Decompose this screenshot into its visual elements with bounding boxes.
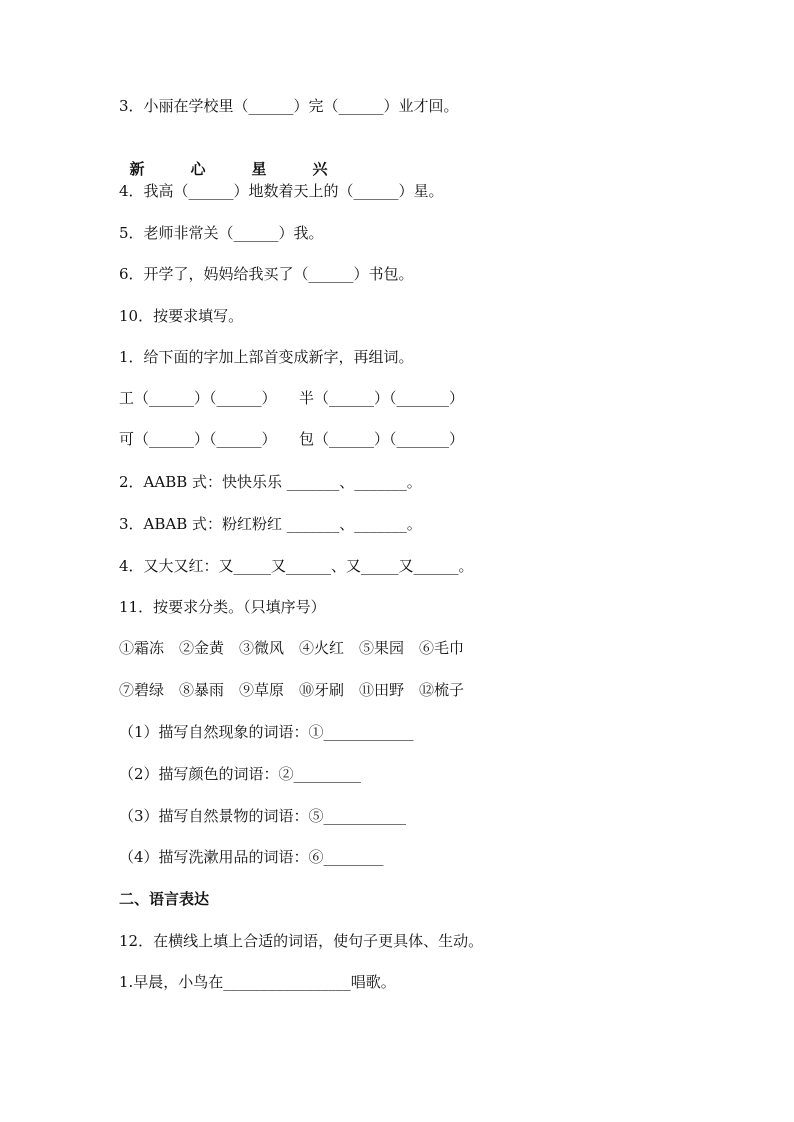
- q12-1-line: 1.早晨，小鸟在_________________唱歌。: [119, 973, 396, 991]
- word-bank-item: 星: [251, 160, 267, 178]
- q12-heading: 12．在横线上填上合适的词语，使句子更具体、生动。: [119, 932, 484, 950]
- q11-4-line: （4）描写洗漱用品的词语：⑥________: [119, 848, 384, 866]
- q10-heading: 10．按要求填写。: [119, 307, 244, 325]
- q10-2-line: 2．AABB 式：快快乐乐 _______、_______。: [119, 473, 422, 491]
- q11-3-line: （3）描写自然景物的词语：⑤___________: [119, 807, 407, 825]
- section-2-heading: 二、语言表达: [119, 890, 210, 908]
- q4-line: 4．我高（______）地数着天上的（______）星。: [119, 182, 444, 200]
- q6-line: 6．开学了，妈妈给我买了（______）书包。: [119, 265, 414, 283]
- word-bank-item: 心: [190, 160, 206, 178]
- q11-1-line: （1）描写自然现象的词语：①____________: [119, 723, 414, 741]
- q11-2-line: （2）描写颜色的词语：②_________: [119, 765, 362, 783]
- q5-line: 5．老师非常关（______）我。: [119, 224, 324, 242]
- q10-3-line: 3．ABAB 式：粉红粉红 _______、_______。: [119, 515, 422, 533]
- ke-row: 可（______）（______） 包（______）（_______）: [119, 430, 465, 448]
- q10-4-line: 4．又大又红：又_____又______、又_____又______。: [119, 557, 474, 575]
- q10-1-line: 1．给下面的字加上部首变成新字，再组词。: [119, 348, 414, 366]
- word-bank-item: 新: [129, 160, 145, 178]
- q3-line: 3．小丽在学校里（______）完（______）业才回。: [119, 97, 459, 115]
- word-bank-item: 兴: [312, 160, 328, 178]
- q11-heading: 11．按要求分类。（只填序号）: [119, 598, 326, 616]
- word-bank: [119, 139, 373, 179]
- gong-row: 工（______）（______） 半（______）（_______）: [119, 389, 465, 407]
- words-row-1: ①霜冻 ②金黄 ③微风 ④火红 ⑤果园 ⑥毛巾: [119, 639, 465, 657]
- words-row-2: ⑦碧绿 ⑧暴雨 ⑨草原 ⑩牙刷 ⑪田野 ⑫梳子: [119, 681, 465, 699]
